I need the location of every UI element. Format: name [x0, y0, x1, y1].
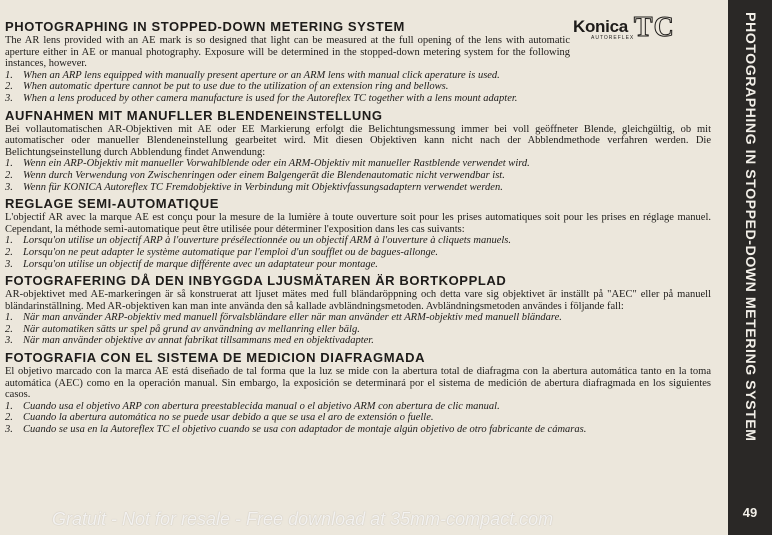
item-text: Wenn ein ARP-Objektiv mit manueller Vorwahlblende oder ein ARM-Objektiv mit manueller Rastblende verwendet wird. [23, 158, 530, 170]
item-text: Wenn durch Verwendung von Zwischenringen oder einem Balgengerät die Blendenautomatic nicht verwendbar ist. [23, 169, 505, 181]
instance-list [5, 235, 711, 270]
watermark: Gratuit - Not for resale - Free download at 35mm-compact.com [52, 509, 554, 529]
section-heading: FOTOGRAFIA CON EL SISTEMA DE MEDICION DIAFRAGMADA [5, 350, 426, 366]
list-item [5, 158, 711, 170]
instance-list [5, 312, 711, 347]
section-heading: PHOTOGRAPHING IN STOPPED-DOWN METERING SYSTEM [5, 19, 405, 34]
instance-list [5, 158, 711, 193]
section-heading: REGLAGE SEMI-AUTOMATIQUE [5, 196, 219, 212]
instance-list [5, 70, 711, 105]
item-text: Cuando se usa en la Autoreflex TC el objetivo cuando se usa con adaptador de montaje algún objetivo de otro fabricante de cámaras. [23, 424, 587, 436]
logo-sub: AUTOREFLEX [591, 35, 635, 41]
list-item [5, 182, 711, 194]
section-english [5, 19, 711, 105]
item-number: 1. [5, 312, 13, 324]
item-text: When an ARP lens equipped with manually present aperture or an ARM lens with manual click aperature is used. [23, 69, 500, 81]
section-body: Bei vollautomatischen AR-Objektiven mit AE oder EE Markierung erfolgt die Belichtungsmessung immer bei voll geöffneter Blende, gleichgültig, ob mit automatischer oder manueller Blendeneinstellung gearbeitet wird. Mit diesen Objektiven kann nicht nach der Abblendmethode verfahren werden. Die Belichtungseinstellung durch Abblendung findet Anwendung: [5, 123, 711, 158]
side-chapter-title: PHOTOGRAPHING IN STOPPED-DOWN METERING SYSTEM [742, 12, 758, 442]
section-body: L'objectif AR avec la marque AE est conçu pour la mesure de la lumière à toute ouverture soit pour les prises automatiques soit pour les prises en réglage manuel. Cependant, la méthode semi-automatique peut être utilisée pour déterminer l'exposition dans les cas suivants: [5, 212, 711, 235]
item-text: When automatic dperture cannot be put to use due to the utilization of an extension ring and bellows. [23, 81, 449, 93]
item-number: 1. [5, 158, 13, 170]
list-item [5, 247, 711, 259]
item-number: 2. [5, 81, 13, 93]
logo-brand: Konica [573, 17, 628, 36]
item-number: 2. [5, 169, 13, 181]
item-number: 2. [5, 246, 13, 258]
item-number: 1. [5, 235, 13, 247]
instance-list [5, 401, 711, 436]
list-item [5, 259, 711, 271]
section-body: AR-objektivet med AE-markeringen är så konstruerat att ljuset mätes med full bländaröppning och detta vare sig objektivet är inställt på "AEC" eller på manuell bländarinställning. Med AR-objektiven kan man inte använda den så kallade avbländningsmetoden. Avbländningsmetoden användes i följande fall: [5, 289, 711, 312]
list-item [5, 93, 711, 105]
list-item [5, 401, 711, 413]
item-text: Lorsqu'on utilise un objectif ARP à l'ouverture présélectionnée ou un objectif ARM à l'ouverture à cliquets manuels. [23, 235, 512, 247]
section-heading: AUFNAHMEN MIT MANUFLLER BLENDENEINSTELLUNG [5, 107, 383, 123]
item-text: Lorsqu'on ne peut adapter le système automatique par l'emploi d'un soufflet ou de bagues-allonge. [23, 246, 439, 258]
item-number: 3. [5, 424, 13, 436]
item-number: 3. [5, 258, 13, 270]
list-item [5, 424, 711, 436]
item-number: 3. [5, 335, 13, 347]
list-item [5, 324, 711, 336]
section-swedish [5, 273, 711, 347]
section-body: El objetivo marcado con la marca AE está diseñado de tal forma que la luz se mide con la abertura total de diafragma con la abertura automática tanto en la toma automática (AEC) como en la operación manual. Sin embargo, la exposición se determinará por el sistema de medición de abertura diafragmada en los siguientes casos. [5, 366, 711, 401]
list-item [5, 170, 711, 182]
item-text: När man använder ARP-objektiv med manuell förvalsbländare eller när man använder ett ARM-objektiv med manuell bländare. [23, 312, 562, 324]
item-number: 1. [5, 400, 13, 412]
item-text: Cuando usa el objetivo ARP con abertura preestablecida manual o el abjetivo ARM con abertura de clic manual. [23, 400, 500, 412]
item-number: 2. [5, 323, 13, 335]
item-number: 1. [5, 69, 13, 81]
list-item [5, 70, 711, 82]
list-item [5, 335, 711, 347]
item-text: Cuando la abertura automática no se puede usar debido a que se usa el aro de extensión o fuelle. [23, 412, 434, 424]
section-body: The AR lens provided with an AE mark is so designed that light can be measured at the full opening of the lens with automatic aperture either in AE or manual photography. Exposure will be determined in the stopped-down metering system for the following instances, however. [5, 35, 570, 70]
page-number: 49 [742, 505, 758, 520]
page-content [5, 12, 711, 439]
item-text: Lorsqu'on utilise un objectif de marque différente avec un adaptateur pour montage. [23, 258, 378, 270]
item-text: When a lens produced by other camera manufacture is used for the Autoreflex TC together with a lens mount adapter. [23, 92, 518, 104]
section-german [5, 108, 711, 194]
item-text: När automatiken sätts ur spel på grund av användning av mellanring eller bälg. [23, 323, 360, 335]
item-number: 2. [5, 412, 13, 424]
item-text: Wenn für KONICA Autoreflex TC Fremdobjektive in Verbindung mit Objektivfassungsadaptern verwendet werden. [23, 181, 503, 193]
item-number: 3. [5, 92, 13, 104]
section-heading: FOTOGRAFERING DÅ DEN INBYGGDA LJUSMÄTAREN ÄR BORTKOPPLAD [5, 273, 507, 289]
section-spanish [5, 350, 711, 436]
section-french [5, 196, 711, 270]
list-item [5, 312, 711, 324]
list-item [5, 412, 711, 424]
list-item [5, 81, 711, 93]
logo-model: TC [633, 12, 675, 43]
item-text: När man använder objektive av annat fabrikat tillsammans med en objektivadapter. [23, 335, 374, 347]
list-item [5, 235, 711, 247]
item-number: 3. [5, 181, 13, 193]
